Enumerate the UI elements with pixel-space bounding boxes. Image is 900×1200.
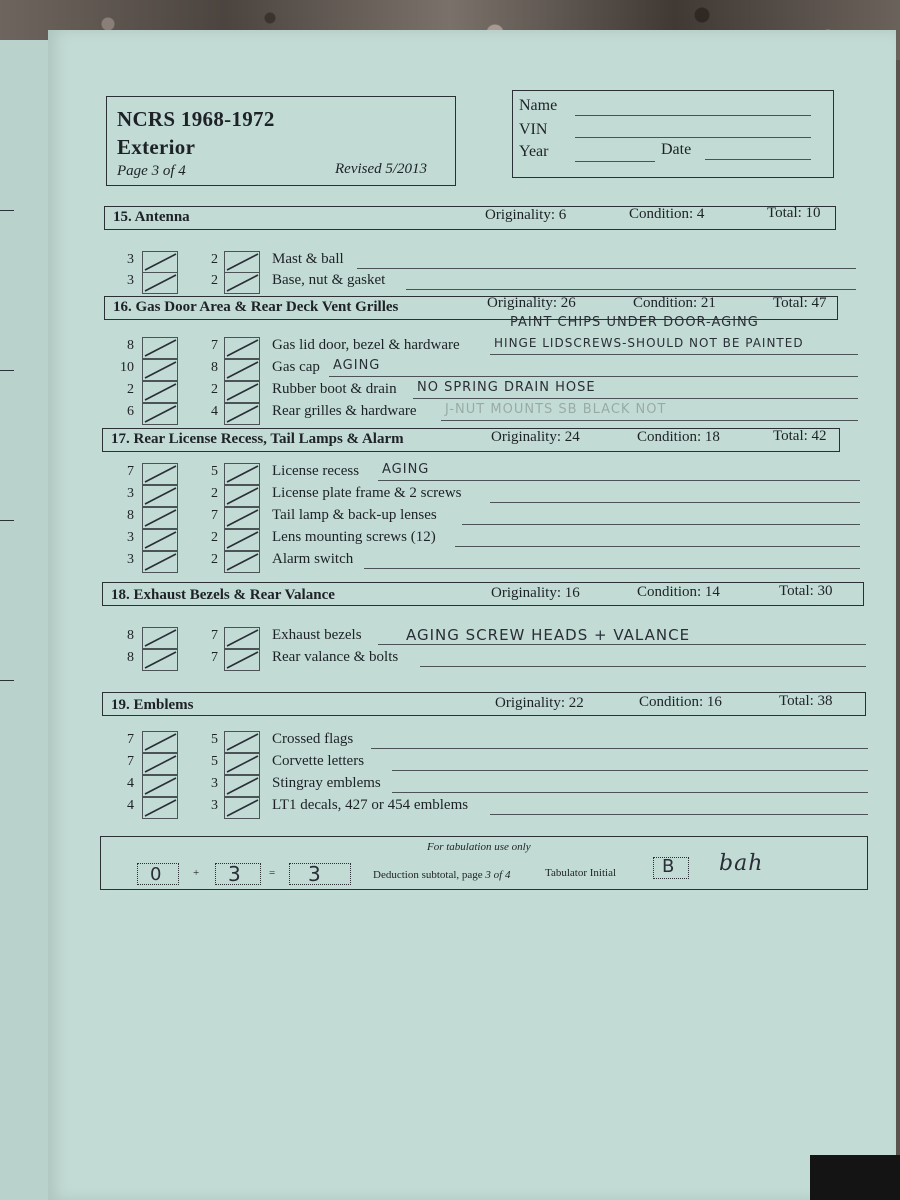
handwritten-note: AGING [333, 358, 381, 373]
item-label: Rear grilles & hardware [272, 403, 417, 419]
plus-sign: + [193, 867, 200, 879]
condition-checkbox[interactable] [224, 251, 260, 273]
total-score: Total: 30 [779, 583, 833, 599]
deduction-text: Deduction subtotal, page [373, 869, 483, 881]
edge-mark [0, 680, 14, 681]
originality-checkbox[interactable] [142, 251, 178, 273]
condition-checkbox[interactable] [224, 359, 260, 381]
check-slash-icon [225, 508, 259, 528]
originality-points: 8 [127, 650, 134, 665]
originality-points: 4 [127, 798, 134, 813]
item-label: Rubber boot & drain [272, 381, 397, 397]
originality-points: 6 [127, 404, 134, 419]
originality-checkbox[interactable] [142, 551, 178, 573]
check-slash-icon [225, 252, 259, 272]
originality-points: 7 [127, 464, 134, 479]
tab-box-2[interactable] [215, 863, 261, 885]
originality-points: 7 [127, 754, 134, 769]
item-label: Exhaust bezels [272, 627, 362, 643]
tabulator-signature: bah [719, 851, 764, 876]
section-header-exhaust [102, 582, 864, 606]
condition-score: Condition: 21 [633, 295, 716, 311]
condition-points: 2 [211, 530, 218, 545]
condition-points: 8 [211, 360, 218, 375]
item-label: Stingray emblems [272, 775, 381, 791]
equals-sign: = [269, 867, 276, 879]
condition-checkbox[interactable] [224, 627, 260, 649]
check-slash-icon [143, 338, 177, 358]
check-slash-icon [225, 486, 259, 506]
check-slash-icon [225, 798, 259, 818]
year-field[interactable] [575, 161, 655, 162]
item-notes-line[interactable] [378, 644, 866, 645]
item-notes-line[interactable] [371, 748, 868, 749]
originality-points: 4 [127, 776, 134, 791]
originality-points: 8 [127, 338, 134, 353]
name-field[interactable] [575, 115, 811, 116]
check-slash-icon [143, 252, 177, 272]
condition-points: 4 [211, 404, 218, 419]
table-corner [810, 1155, 900, 1200]
condition-points: 7 [211, 628, 218, 643]
tabulation-box [100, 836, 868, 890]
condition-checkbox[interactable] [224, 337, 260, 359]
condition-checkbox[interactable] [224, 403, 260, 425]
item-label: Alarm switch [272, 551, 354, 567]
originality-score: Originality: 6 [485, 207, 567, 223]
total-score: Total: 47 [773, 295, 827, 311]
inspection-sheet [48, 30, 896, 1200]
item-notes-line[interactable] [378, 480, 860, 481]
originality-checkbox[interactable] [142, 507, 178, 529]
handwritten-note: AGING [382, 462, 430, 477]
originality-checkbox[interactable] [142, 381, 178, 403]
check-slash-icon [143, 486, 177, 506]
owner-info-box [512, 90, 834, 178]
condition-checkbox[interactable] [224, 731, 260, 753]
item-label: Base, nut & gasket [272, 272, 386, 288]
tab-value: B [662, 856, 676, 877]
check-slash-icon [143, 754, 177, 774]
originality-checkbox[interactable] [142, 797, 178, 819]
adjacent-page-edge [0, 40, 49, 1200]
originality-checkbox[interactable] [142, 529, 178, 551]
section-title: 18. Exhaust Bezels & Rear Valance [111, 587, 335, 603]
item-label: Mast & ball [272, 251, 344, 267]
check-slash-icon [143, 776, 177, 796]
originality-checkbox[interactable] [142, 627, 178, 649]
condition-checkbox[interactable] [224, 507, 260, 529]
check-slash-icon [143, 464, 177, 484]
check-slash-icon [225, 552, 259, 572]
item-notes-line[interactable] [490, 814, 868, 815]
condition-checkbox[interactable] [224, 272, 260, 294]
item-notes-line[interactable] [441, 420, 858, 421]
date-field[interactable] [705, 159, 811, 160]
check-slash-icon [225, 382, 259, 402]
check-slash-icon [225, 273, 259, 293]
check-slash-icon [143, 508, 177, 528]
edge-mark [0, 520, 14, 521]
tab-box-3[interactable] [289, 863, 351, 885]
condition-points: 5 [211, 732, 218, 747]
condition-score: Condition: 16 [639, 694, 722, 710]
check-slash-icon [225, 530, 259, 550]
condition-score: Condition: 14 [637, 584, 720, 600]
originality-points: 7 [127, 732, 134, 747]
item-label: Gas cap [272, 359, 320, 375]
vin-field[interactable] [575, 137, 811, 138]
check-slash-icon [225, 776, 259, 796]
item-label: Tail lamp & back-up lenses [272, 507, 437, 523]
edge-mark [0, 370, 14, 371]
check-slash-icon [225, 754, 259, 774]
form-title: NCRS 1968-1972 [117, 107, 275, 131]
item-label: Lens mounting screws (12) [272, 529, 436, 545]
check-slash-icon [143, 360, 177, 380]
section-title: 16. Gas Door Area & Rear Deck Vent Grilles [113, 299, 399, 315]
tab-value: 0 [150, 864, 163, 885]
originality-checkbox[interactable] [142, 775, 178, 797]
originality-score: Originality: 26 [487, 295, 576, 311]
condition-checkbox[interactable] [224, 775, 260, 797]
tab-value: 3 [308, 862, 322, 886]
originality-points: 3 [127, 530, 134, 545]
check-slash-icon [225, 404, 259, 424]
check-slash-icon [143, 732, 177, 752]
condition-points: 3 [211, 798, 218, 813]
item-label: Corvette letters [272, 753, 365, 769]
handwritten-note: J-NUT MOUNTS SB BLACK NOT [445, 402, 667, 417]
tabulator-initial-box[interactable] [653, 857, 689, 879]
originality-checkbox[interactable] [142, 359, 178, 381]
page-indicator: Page 3 of 4 [117, 163, 186, 179]
check-slash-icon [225, 360, 259, 380]
condition-checkbox[interactable] [224, 485, 260, 507]
total-score: Total: 38 [779, 693, 833, 709]
section-header-antenna [104, 206, 836, 230]
condition-checkbox[interactable] [224, 529, 260, 551]
originality-points: 10 [120, 360, 134, 375]
title-box [106, 96, 456, 186]
originality-checkbox[interactable] [142, 403, 178, 425]
condition-points: 2 [211, 382, 218, 397]
condition-points: 2 [211, 552, 218, 567]
check-slash-icon [225, 732, 259, 752]
tab-value: 3 [228, 862, 242, 886]
handwritten-note: HINGE LIDSCREWS-SHOULD NOT BE PAINTED [494, 336, 804, 350]
condition-score: Condition: 4 [629, 206, 705, 222]
handwritten-note: AGING SCREW HEADS + VALANCE [406, 626, 691, 644]
originality-checkbox[interactable] [142, 649, 178, 671]
item-notes-line[interactable] [413, 398, 858, 399]
tab-box-1[interactable] [137, 863, 179, 885]
check-slash-icon [143, 404, 177, 424]
check-slash-icon [143, 530, 177, 550]
deduction-page: 3 of 4 [485, 869, 511, 881]
condition-checkbox[interactable] [224, 381, 260, 403]
condition-points: 3 [211, 776, 218, 791]
originality-checkbox[interactable] [142, 731, 178, 753]
total-score: Total: 42 [773, 428, 827, 444]
check-slash-icon [143, 273, 177, 293]
section-header-emblems [102, 692, 866, 716]
originality-checkbox[interactable] [142, 753, 178, 775]
item-notes-line[interactable] [420, 666, 866, 667]
check-slash-icon [225, 650, 259, 670]
condition-points: 5 [211, 754, 218, 769]
originality-score: Originality: 24 [491, 429, 580, 445]
section-title: 19. Emblems [111, 697, 194, 713]
originality-score: Originality: 16 [491, 585, 580, 601]
item-label: License recess [272, 463, 360, 479]
date-label: Date [661, 141, 692, 158]
item-label: License plate frame & 2 screws [272, 485, 462, 501]
condition-checkbox[interactable] [224, 753, 260, 775]
condition-checkbox[interactable] [224, 649, 260, 671]
check-slash-icon [225, 464, 259, 484]
item-notes-line[interactable] [462, 524, 860, 525]
originality-points: 8 [127, 628, 134, 643]
originality-checkbox[interactable] [142, 337, 178, 359]
item-notes-line[interactable] [329, 376, 858, 377]
condition-points: 2 [211, 486, 218, 501]
condition-checkbox[interactable] [224, 797, 260, 819]
item-label: Crossed flags [272, 731, 354, 747]
item-notes-line[interactable] [392, 792, 868, 793]
handwritten-note: NO SPRING DRAIN HOSE [417, 380, 596, 395]
originality-points: 3 [127, 252, 134, 267]
originality-points: 2 [127, 382, 134, 397]
total-score: Total: 10 [767, 205, 821, 221]
section-title: 15. Antenna [113, 209, 190, 225]
section-title: 17. Rear License Recess, Tail Lamps & Alarm [111, 431, 404, 447]
check-slash-icon [143, 628, 177, 648]
item-label: LT1 decals, 427 or 454 emblems [272, 797, 469, 813]
condition-score: Condition: 18 [637, 429, 720, 445]
condition-points: 5 [211, 464, 218, 479]
item-label: Rear valance & bolts [272, 649, 399, 665]
originality-points: 3 [127, 552, 134, 567]
condition-points: 2 [211, 273, 218, 288]
condition-checkbox[interactable] [224, 551, 260, 573]
item-notes-line[interactable] [455, 546, 860, 547]
condition-points: 7 [211, 338, 218, 353]
originality-checkbox[interactable] [142, 485, 178, 507]
originality-points: 8 [127, 508, 134, 523]
check-slash-icon [143, 798, 177, 818]
item-notes-line[interactable] [490, 502, 860, 503]
handwritten-note: PAINT CHIPS UNDER DOOR-AGING [510, 315, 759, 330]
tabulation-heading: For tabulation use only [427, 841, 531, 853]
deduction-label [373, 869, 510, 881]
item-label: Gas lid door, bezel & hardware [272, 337, 460, 353]
form-subtitle: Exterior [117, 135, 196, 159]
originality-points: 3 [127, 273, 134, 288]
condition-points: 7 [211, 508, 218, 523]
vin-label: VIN [519, 121, 548, 138]
name-label: Name [519, 97, 558, 114]
condition-checkbox[interactable] [224, 463, 260, 485]
originality-points: 3 [127, 486, 134, 501]
item-notes-line[interactable] [490, 354, 858, 355]
section-header-license [102, 428, 840, 452]
item-notes-line[interactable] [392, 770, 868, 771]
tabulator-label: Tabulator Initial [545, 867, 617, 879]
year-label: Year [519, 143, 549, 160]
check-slash-icon [143, 382, 177, 402]
condition-points: 2 [211, 252, 218, 267]
check-slash-icon [143, 552, 177, 572]
item-notes-line[interactable] [406, 289, 856, 290]
check-slash-icon [225, 628, 259, 648]
item-notes-line[interactable] [364, 568, 860, 569]
condition-points: 7 [211, 650, 218, 665]
originality-checkbox[interactable] [142, 463, 178, 485]
edge-mark [0, 210, 14, 211]
check-slash-icon [143, 650, 177, 670]
item-notes-line[interactable] [357, 268, 856, 269]
revision-date: Revised 5/2013 [335, 161, 428, 177]
check-slash-icon [225, 338, 259, 358]
originality-checkbox[interactable] [142, 272, 178, 294]
originality-score: Originality: 22 [495, 695, 584, 711]
